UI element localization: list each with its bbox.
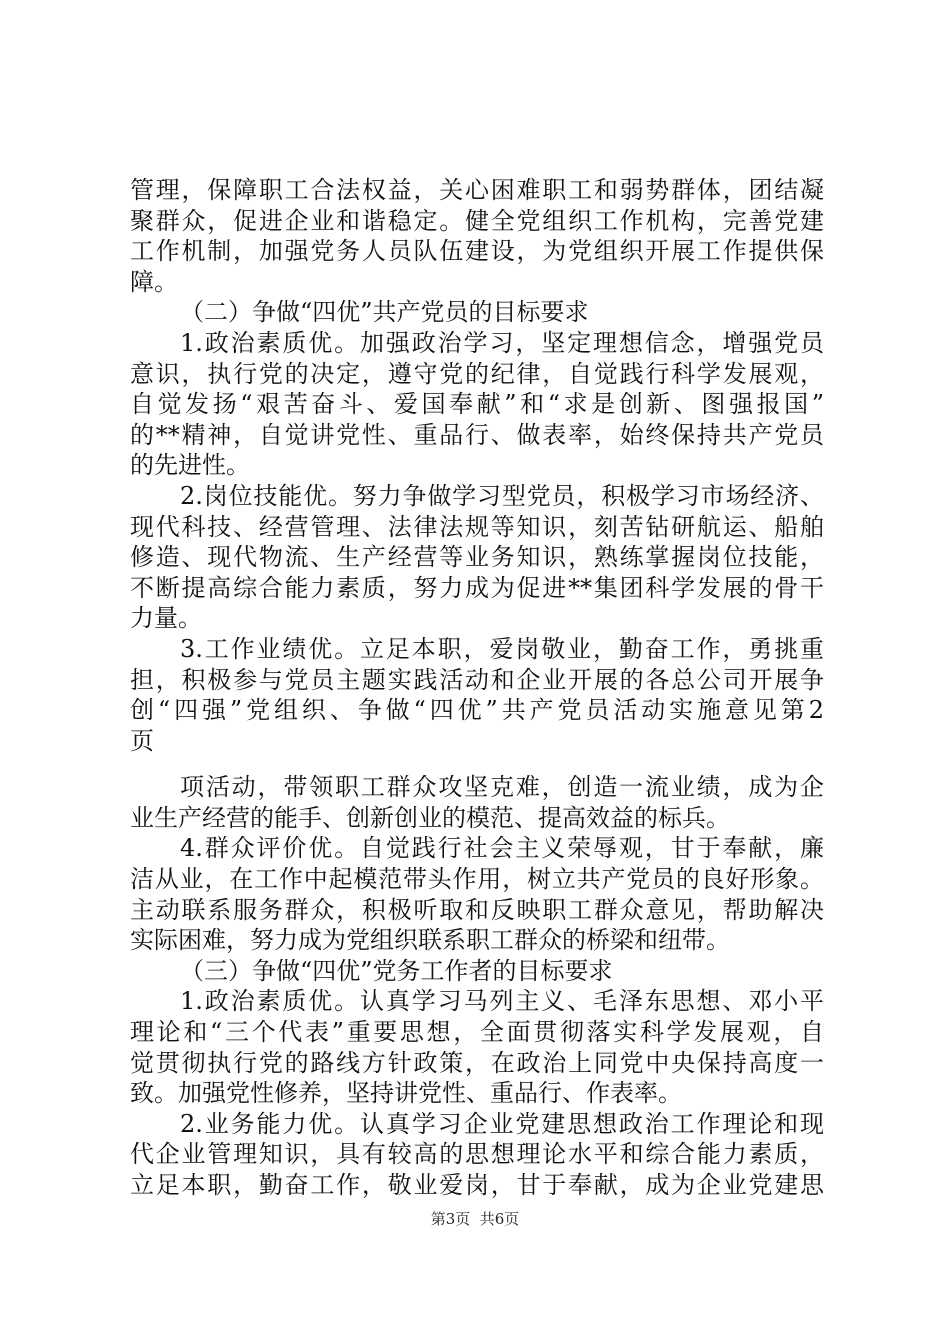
text-line: 修造、现代物流、生产经营等业务知识，熟练掌握岗位技能， — [130, 543, 824, 572]
text-line: 的先进性。 — [130, 451, 250, 480]
document-body — [130, 175, 824, 1201]
page-footer: 第3页 共6页 — [430, 1210, 520, 1228]
text-line: 代企业管理知识，具有较高的思想理论水平和综合能力素质， — [130, 1140, 824, 1169]
text-line: 2.业务能力优。认真学习企业党建思想政治工作理论和现 — [180, 1109, 824, 1138]
text-line: 觉贯彻执行党的路线方针政策，在政治上同党中央保持高度一 — [130, 1048, 824, 1077]
text-line: 理论和“三个代表”重要思想，全面贯彻落实科学发展观，自 — [130, 1018, 824, 1047]
text-line: 3.工作业绩优。立足本职，爱岗敬业，勤奋工作，勇挑重 — [180, 634, 824, 663]
text-line: 4.群众评价优。自觉践行社会主义荣辱观，甘于奉献，廉 — [180, 834, 824, 863]
text-line: 力量。 — [130, 604, 202, 633]
text-line: 不断提高综合能力素质，努力成为促进**集团科学发展的骨干 — [130, 573, 824, 602]
text-line: 自觉发扬“艰苦奋斗、爱国奉献”和“求是创新、图强报国” — [130, 390, 824, 419]
text-line: 立足本职，勤奋工作，敬业爱岗，甘于奉献，成为企业党建思 — [130, 1171, 824, 1199]
text-line: 1.政治素质优。加强政治学习，坚定理想信念，增强党员 — [180, 328, 824, 357]
text-line: （二）争做“四优”共产党员的目标要求 — [180, 298, 589, 327]
text-line: 实际困难，努力成为党组织联系职工群众的桥梁和纽带。 — [130, 926, 730, 955]
text-line: 创“四强”党组织、争做“四优”共产党员活动实施意见第2 — [130, 696, 824, 725]
text-line: 管理，保障职工合法权益，关心困难职工和弱势群体，团结凝 — [130, 176, 824, 204]
text-line: 担，积极参与党员主题实践活动和企业开展的各总公司开展争 — [130, 665, 824, 694]
text-line: 致。加强党性修养，坚持讲党性、重品行、作表率。 — [130, 1079, 682, 1108]
text-line: 1.政治素质优。认真学习马列主义、毛泽东思想、邓小平 — [180, 987, 824, 1016]
text-line: 工作机制，加强党务人员队伍建设，为党组织开展工作提供保 — [130, 237, 824, 266]
text-line: 意识，执行党的决定，遵守党的纪律，自觉践行科学发展观， — [130, 359, 824, 388]
text-line: 现代科技、经营管理、法律法规等知识，刻苦钻研航运、船舶 — [130, 512, 824, 541]
text-line: 页 — [130, 726, 154, 755]
text-line: 障。 — [130, 267, 178, 296]
text-line: 聚群众，促进企业和谐稳定。健全党组织工作机构，完善党建 — [130, 206, 824, 235]
text-line: 主动联系服务群众，积极听取和反映职工群众意见，帮助解决 — [130, 895, 824, 924]
text-line: 2.岗位技能优。努力争做学习型党员，积极学习市场经济、 — [180, 481, 824, 510]
text-line: （三）争做“四优”党务工作者的目标要求 — [180, 956, 613, 985]
text-line: 洁从业，在工作中起模范带头作用，树立共产党员的良好形象。 — [130, 865, 824, 894]
text-line: 业生产经营的能手、创新创业的模范、提高效益的标兵。 — [130, 803, 730, 832]
text-line: 项活动，带领职工群众攻坚克难，创造一流业绩，成为企 — [180, 773, 824, 802]
text-line: 的**精神，自觉讲党性、重品行、做表率，始终保持共产党员 — [130, 420, 824, 449]
